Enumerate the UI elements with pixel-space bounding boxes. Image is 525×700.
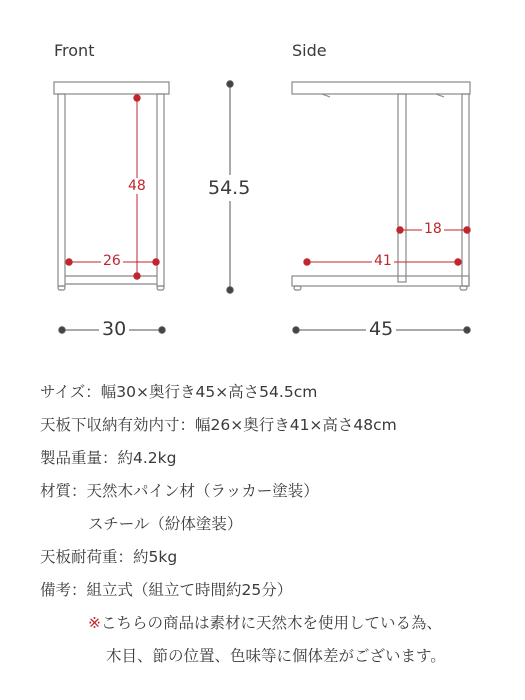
side-inner-depth-label: 41 (374, 253, 392, 269)
spec-size: サイズ：幅30×奥行き45×高さ54.5cm (40, 383, 318, 401)
front-right-leg (157, 94, 164, 286)
side-back-leg (462, 94, 469, 286)
total-height-label: 54.5 (208, 177, 251, 199)
front-inner-width-label: 26 (103, 253, 121, 269)
front-view-label: Front (54, 41, 95, 60)
spec-load: 天板耐荷重：約5kg (40, 548, 178, 566)
side-center-post (398, 94, 406, 282)
side-base-bar (292, 276, 469, 286)
spec-notes: 備考：組立式（組立て時間約25分） (40, 581, 293, 599)
spec-material-steel: スチール（紛体塗装） (88, 515, 243, 533)
front-left-leg (58, 94, 65, 286)
front-height-dot-bottom (134, 273, 140, 279)
side-view-label: Side (292, 41, 327, 60)
note-line-2: 木目、節の位置、色味等に個体差がございます。 (106, 647, 446, 665)
spec-inner-size: 天板下収納有効内寸：幅26×奥行き41×高さ48cm (40, 416, 397, 434)
spec-weight: 製品重量：約4.2kg (40, 449, 177, 467)
front-top-board (54, 82, 169, 94)
side-top-board (292, 82, 470, 94)
side-depth-label: 45 (366, 318, 396, 340)
note-line-1 (88, 611, 442, 633)
note-mark: ※ (88, 614, 101, 632)
front-width-label: 30 (99, 318, 129, 340)
front-height-dot-top (134, 95, 140, 101)
spec-material: 材質：天然木パイン材（ラッカー塗装） (40, 482, 319, 500)
front-height-label: 48 (128, 178, 146, 194)
note-text-1: こちらの商品は素材に天然木を使用している為、 (101, 614, 443, 632)
side-upper-label: 18 (424, 221, 442, 237)
